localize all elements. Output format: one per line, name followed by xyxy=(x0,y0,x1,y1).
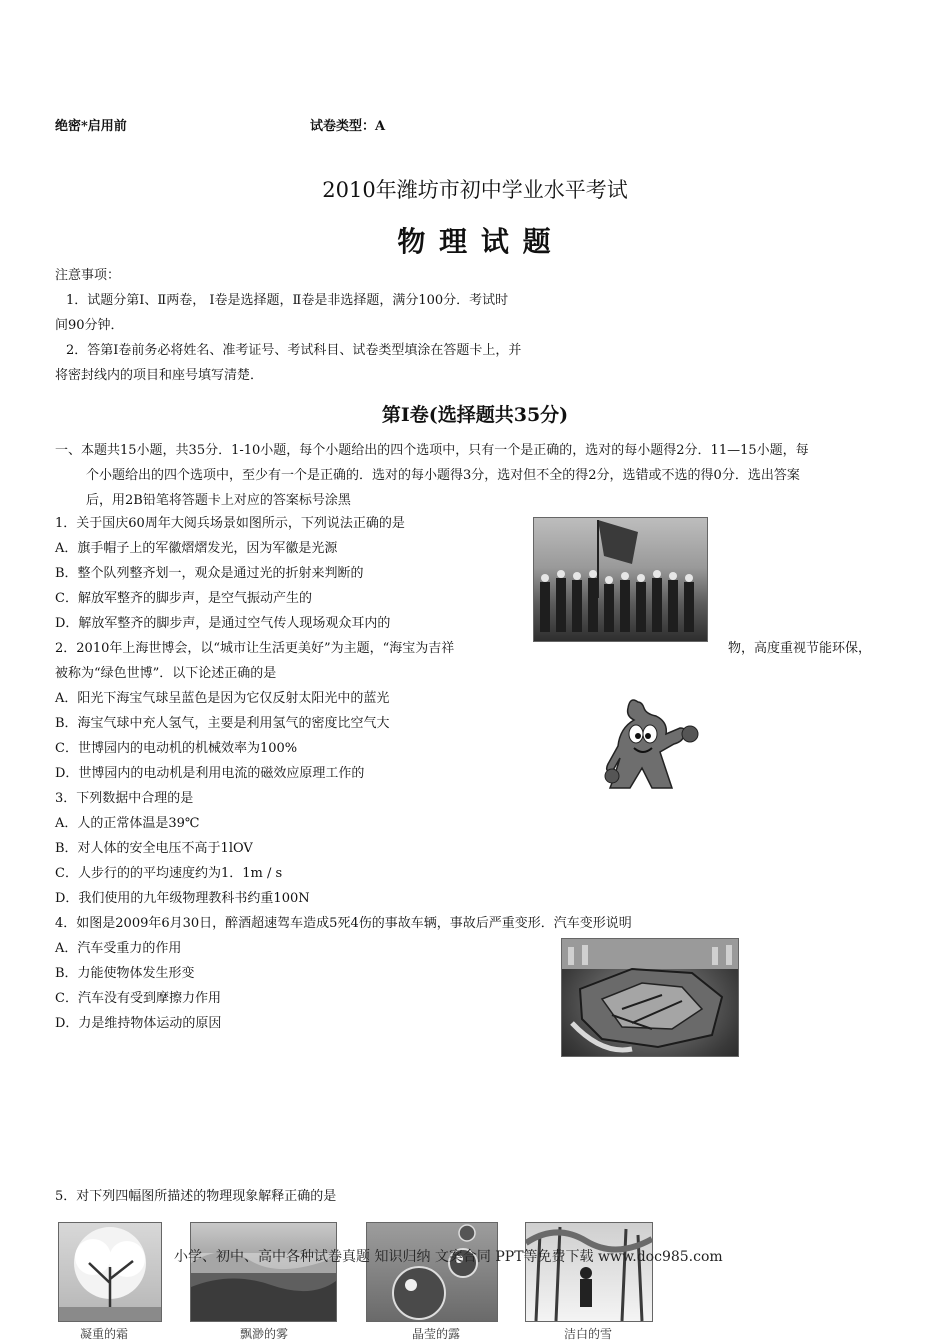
q3-option-b: B．对人体的安全电压不高于1lOV xyxy=(55,841,253,856)
q4-stem: 4．如图是2009年6月30日，醉酒超速驾车造成5死4伤的事故车辆，事故后严重变形．汽车变形说明 xyxy=(55,916,632,931)
q1-option-b: B．整个队列整齐划一，观众是通过光的折射来判断的 xyxy=(55,566,364,581)
q1-stem: 1．关于国庆60周年大阅兵场景如图所示，下列说法正确的是 xyxy=(55,516,405,531)
fog-photo xyxy=(190,1222,337,1322)
subject-title: 物 理 试 题 xyxy=(397,225,553,258)
q2-option-d: D．世博园内的电动机是利用电流的磁效应原理工作的 xyxy=(55,766,365,781)
frost-photo xyxy=(58,1222,162,1322)
q2-option-a: A．阳光下海宝气球呈蓝色是因为它仅反射太阳光中的蓝光 xyxy=(55,691,390,706)
q4-option-c: C．汽车没有受到摩擦力作用 xyxy=(55,991,221,1006)
caption-snow: 洁白的雪 xyxy=(564,1327,613,1341)
q2-stem-cont: 被称为“绿色世博”．以下论述正确的是 xyxy=(55,666,277,681)
q2-option-b: B．海宝气球中充人氢气，主要是利用氢气的密度比空气大 xyxy=(55,716,390,731)
haibao-mascot-figure xyxy=(600,698,700,794)
exam-title: 2010年潍坊市初中学业水平考试 xyxy=(322,178,628,202)
notice-heading: 注意事项： xyxy=(55,268,121,283)
footer-watermark: 小学、初中、高中各种试卷真题 知识归纳 文案合同 PPT等免费下载 www.doc985.com xyxy=(174,1249,723,1265)
q1-option-d: D．解放军整齐的脚步声，是通过空气传人现场观众耳内的 xyxy=(55,616,391,631)
q4-option-a: A．汽车受重力的作用 xyxy=(55,941,182,956)
notice-item-1: 1．试题分第Ⅰ、Ⅱ两卷， Ⅰ卷是选择题，Ⅱ卷是非选择题，满分100分．考试时 xyxy=(66,293,509,308)
secret-label: 绝密*启用前 xyxy=(55,119,127,134)
instructions-line-2: 个小题给出的四个选项中，至少有一个是正确的．选对的每小题得3分，选对但不全的得2分，选错或不选的得0分．选出答案 xyxy=(86,468,800,483)
q4-option-d: D．力是维持物体运动的原因 xyxy=(55,1016,222,1031)
wrecked-car-photo xyxy=(561,938,739,1057)
instructions-line-1: 一、本题共15小题，共35分．1-10小题，每个小题给出的四个选项中，只有一个是正确的，选对的每小题得2分．11—15小题，每 xyxy=(55,443,809,458)
caption-fog: 飘渺的雾 xyxy=(240,1327,289,1341)
caption-dew: 晶莹的露 xyxy=(412,1327,461,1341)
q4-option-b: B．力能使物体发生形变 xyxy=(55,966,195,981)
notice-item-2-cont: 将密封线内的项目和座号填写清楚． xyxy=(55,368,264,383)
q2-stem: 2．2010年上海世博会，以“城市让生活更美好”为主题，“海宝为吉祥 xyxy=(55,641,455,656)
dew-photo xyxy=(366,1222,498,1322)
q5-stem: 5．对下列四幅图所描述的物理现象解释正确的是 xyxy=(55,1189,337,1204)
parade-photo xyxy=(533,517,708,642)
snow-photo xyxy=(525,1222,653,1322)
paper-type-label: 试卷类型：A xyxy=(310,119,386,134)
caption-frost: 凝重的霜 xyxy=(80,1327,129,1341)
q1-option-c: C．解放军整齐的脚步声，是空气振动产生的 xyxy=(55,591,312,606)
q2-stem-right: 物，高度重视节能环保， xyxy=(728,641,872,656)
q1-option-a: A．旗手帽子上的军徽熠熠发光，因为军徽是光源 xyxy=(55,541,338,556)
part1-title: 第Ⅰ卷(选择题共35分) xyxy=(381,404,569,426)
instructions-line-3: 后，用2B铅笔将答题卡上对应的答案标号涂黑 xyxy=(86,493,351,508)
q3-option-a: A．人的正常体温是39℃ xyxy=(55,816,200,831)
q3-stem: 3．下列数据中合理的是 xyxy=(55,791,194,806)
q3-option-d: D．我们使用的九年级物理教科书约重100N xyxy=(55,891,310,906)
q2-option-c: C．世博园内的电动机的机械效率为100% xyxy=(55,741,298,756)
notice-item-1-cont: 间90分钟． xyxy=(55,318,124,333)
notice-item-2: 2．答第Ⅰ卷前务必将姓名、准考证号、考试科目、试卷类型填涂在答题卡上，并 xyxy=(66,343,522,358)
q3-option-c: C．人步行的的平均速度约为1．1m / s xyxy=(55,866,283,881)
